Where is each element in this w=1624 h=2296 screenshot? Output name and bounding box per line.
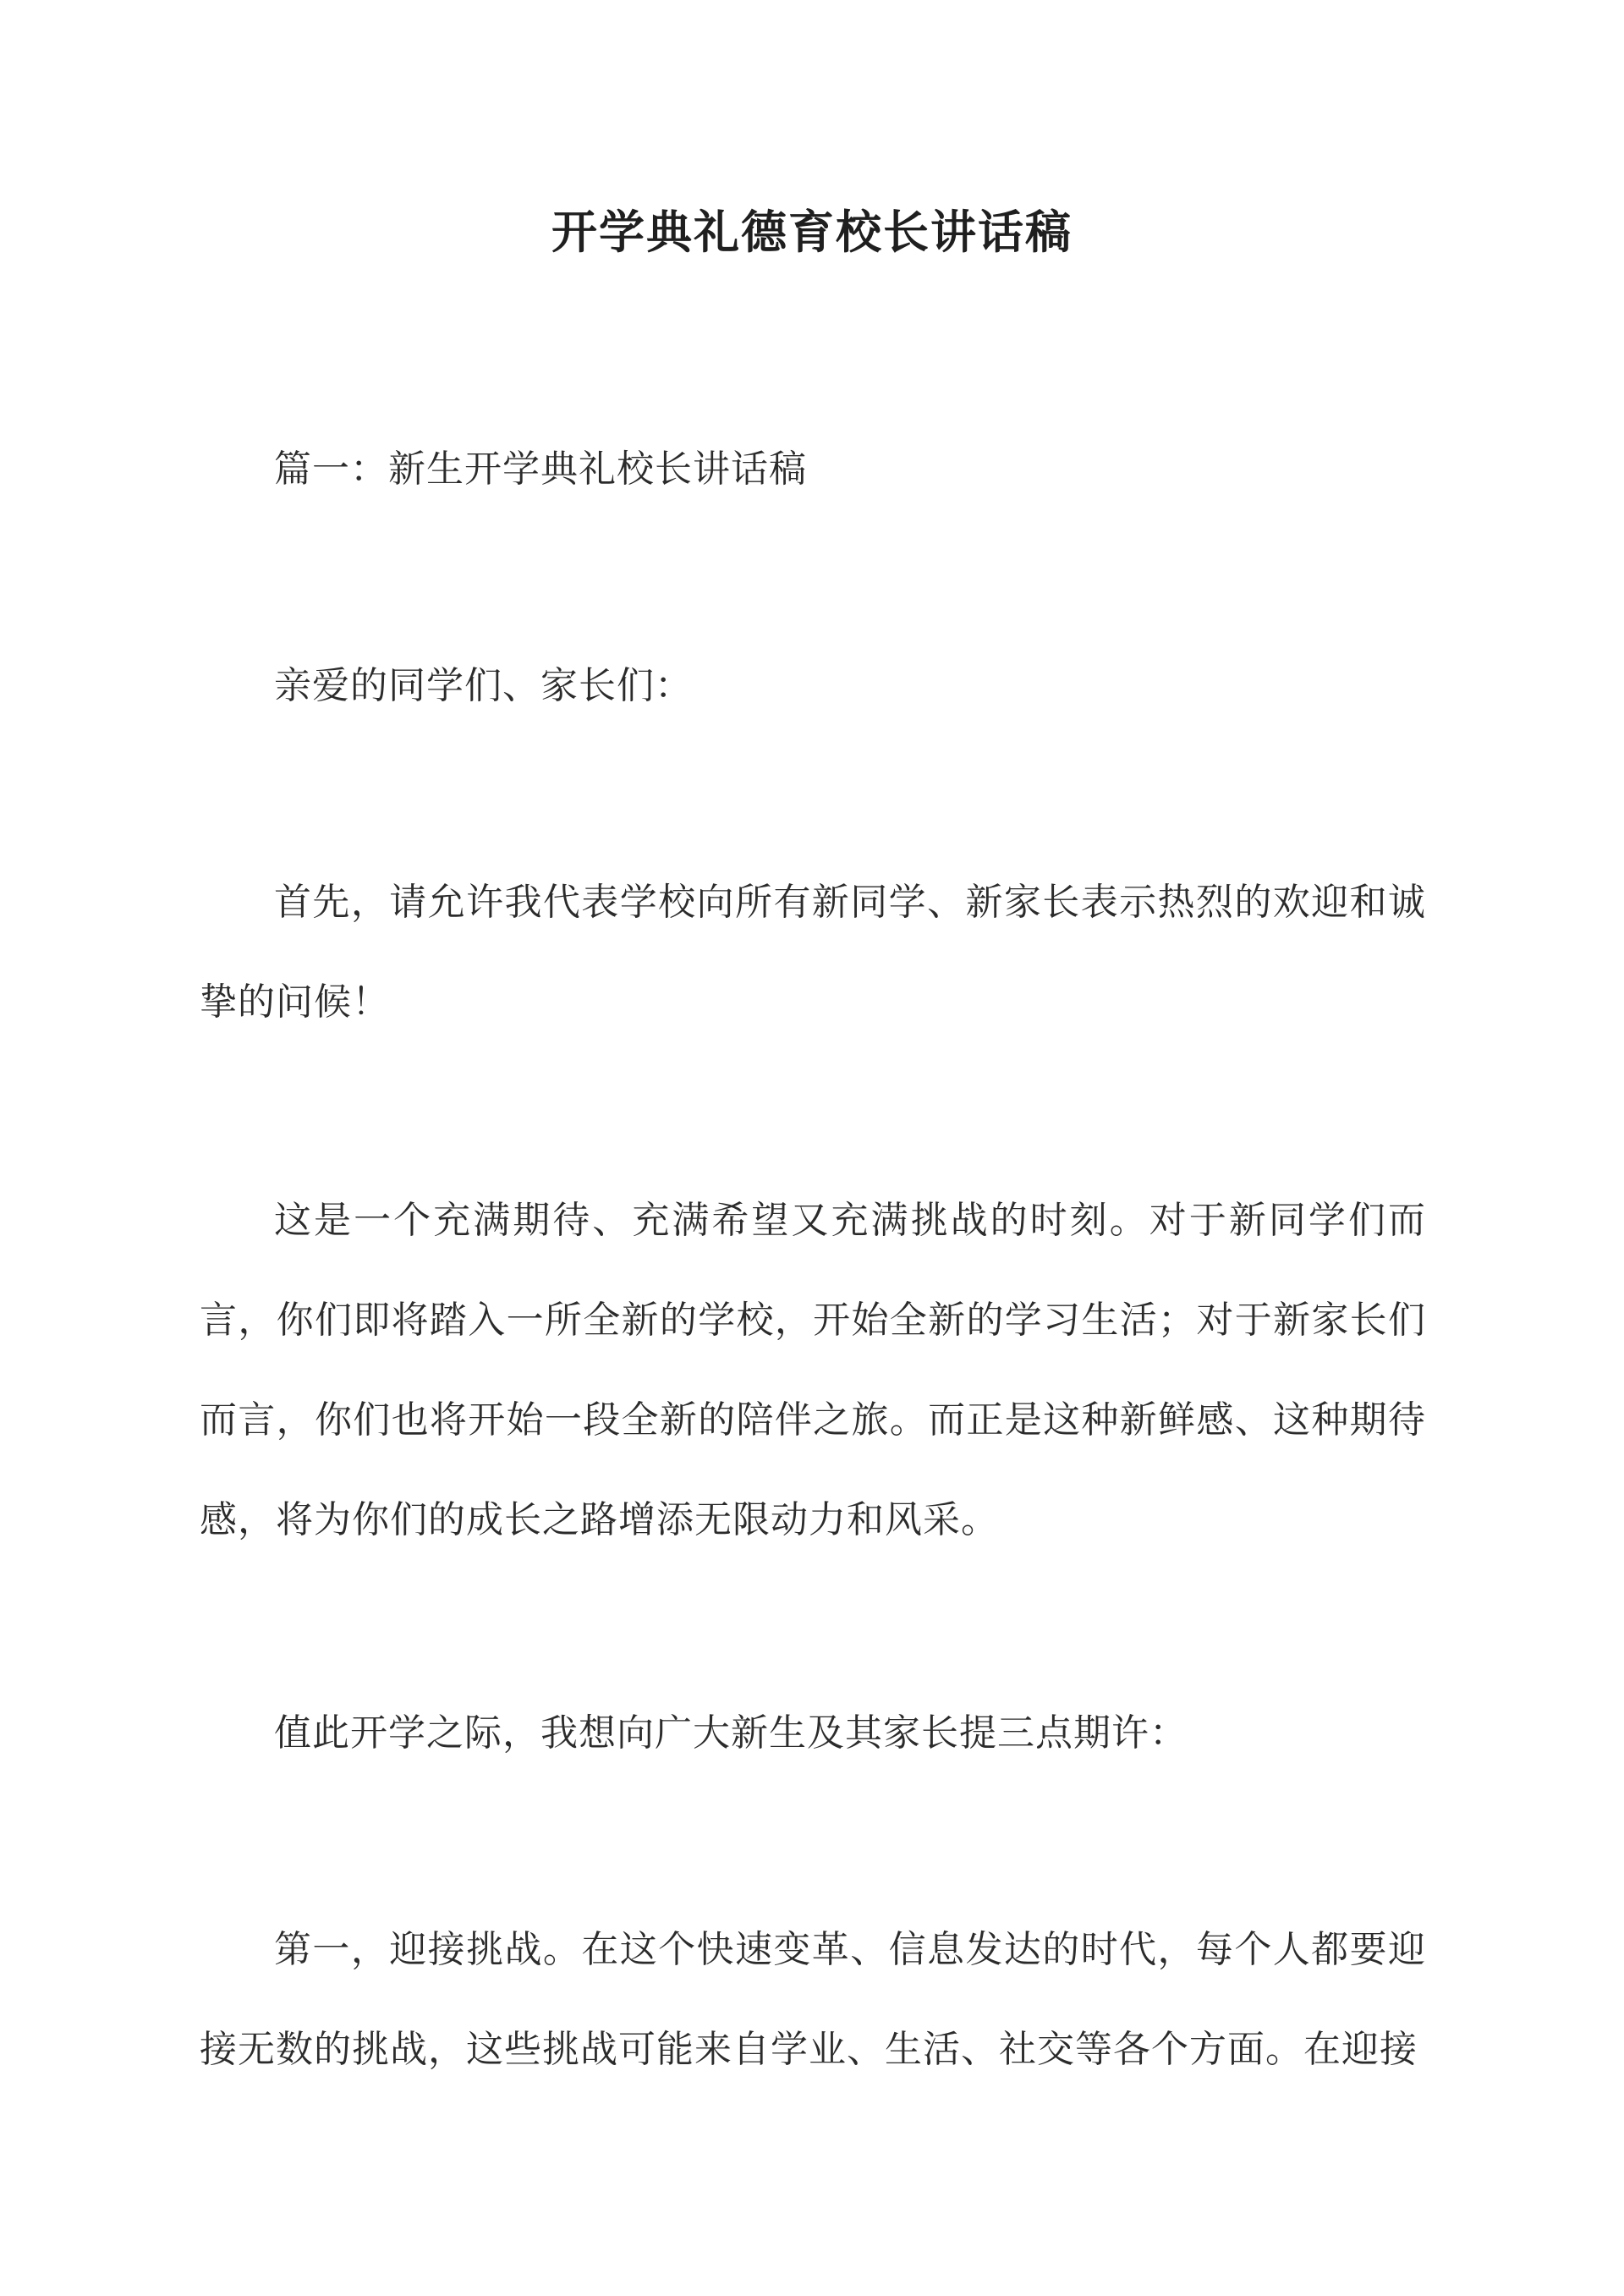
document-title: 开学典礼德育校长讲话稿 bbox=[551, 205, 1073, 259]
paragraph-welcome: 首先，请允许我代表学校向所有新同学、新家长表示热烈的欢迎和诚挚的问候！ bbox=[200, 881, 1426, 1024]
section-heading: 篇一：新生开学典礼校长讲话稿 bbox=[274, 448, 807, 491]
paragraph-first-expectation: 第一，迎接挑战。在这个快速变革、信息发达的时代，每个人都要迎接无数的挑战，这些挑战可能来自学业、生活、社交等各个方面。在迎接 bbox=[200, 1928, 1426, 2071]
paragraph-expectations-intro: 值此开学之际，我想向广大新生及其家长提三点期许： bbox=[274, 1711, 1188, 1755]
salutation: 亲爱的同学们、家长们： bbox=[274, 664, 693, 707]
paragraph-moment: 这是一个充满期待、充满希望又充满挑战的时刻。对于新同学们而言，你们即将踏入一所全新的学校，开始全新的学习生活；对于新家长们而言，你们也将开始一段全新的陪伴之旅。而正是这种新鲜感、这种期待感，将为你们的成长之路增添无限动力和风采。 bbox=[200, 1199, 1426, 1541]
